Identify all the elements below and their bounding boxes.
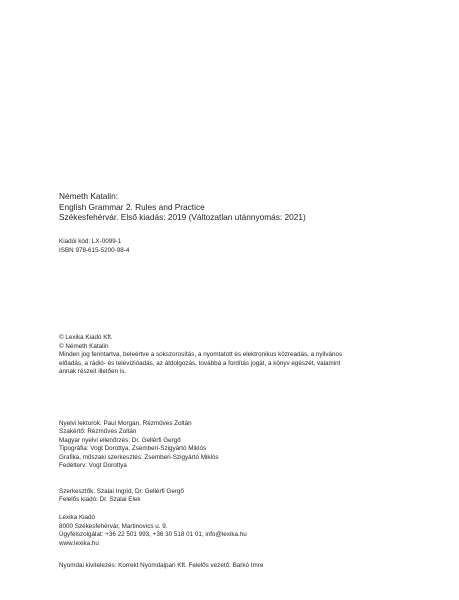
author-name: Németh Katalin:	[59, 191, 119, 201]
typography: Tipográfia: Vogt Dorottya, Zsemberi-Szigyártó Miklós	[59, 445, 207, 453]
printing-info: Nyomdai kivitelezés: Korrekt Nyomdaipari Kft. Felelős vezető: Barkó Imre	[59, 562, 264, 569]
language-reviewers: Nyelvi lektorok: Paul Morgan, Rézműves Zoltán	[59, 420, 192, 427]
editors-block	[59, 488, 419, 505]
isbn: ISBN 978-615-5200-98-4	[59, 246, 130, 254]
edition-info: Székesfehérvár. Első kiadás: 2019 (Változatlan utánnyomás: 2021)	[59, 212, 306, 223]
book-title-block	[59, 191, 419, 223]
rights-notice-line: Minden jog fenntartva, beleértve a sokszorosítás, a nyomtatott és elektronikus közreadás, a nyilvános	[59, 351, 343, 358]
expert: Szakértő: Rézműves Zoltán	[59, 428, 137, 436]
publisher-address-block	[59, 514, 419, 548]
publisher-code: Kiadói kód: LX-0099-1	[59, 238, 122, 245]
publisher-code-block	[59, 238, 419, 255]
rights-notice-line: előadás, a rádió- és televízióadás, az átdolgozás, továbbá a fordítás jogát, a könyv egészét, valamint	[59, 359, 341, 367]
hungarian-proofreading: Magyar nyelvi ellenőrzés: Dr. Gellérfi Gergő	[59, 436, 181, 444]
publisher-address: 8000 Székesfehérvár, Martinovics u. 9.	[59, 522, 168, 530]
editors: Szerkesztők: Szalai Ingrid, Dr. Gellérfi Gergő	[59, 488, 184, 495]
graphics-technical-editing: Grafika, műszaki szerkesztés: Zsemberi-Szigyártó Miklós	[59, 453, 219, 461]
book-title: English Grammar 2. Rules and Practice	[59, 201, 205, 212]
publisher-website: www.lexika.hu	[59, 539, 99, 547]
publisher-name: Lexika Kiadó	[59, 514, 96, 521]
rights-notice-line: annak részeit illetően is.	[59, 368, 127, 375]
copyright-publisher: © Lexika Kiadó Kft.	[59, 334, 113, 341]
responsible-publisher: Felelős kiadó: Dr. Szalai Elek	[59, 496, 141, 504]
cover-design: Fedélterv: Vogt Dorottya	[59, 462, 127, 470]
copyright-author: © Németh Katalin	[59, 342, 109, 350]
copyright-block	[59, 334, 419, 377]
customer-service: Ügyfélszolgálat: +36 22 501 993, +36 30 518 01 01; info@lexika.hu	[59, 531, 247, 539]
credits-block	[59, 420, 419, 470]
printing-block	[59, 562, 419, 570]
